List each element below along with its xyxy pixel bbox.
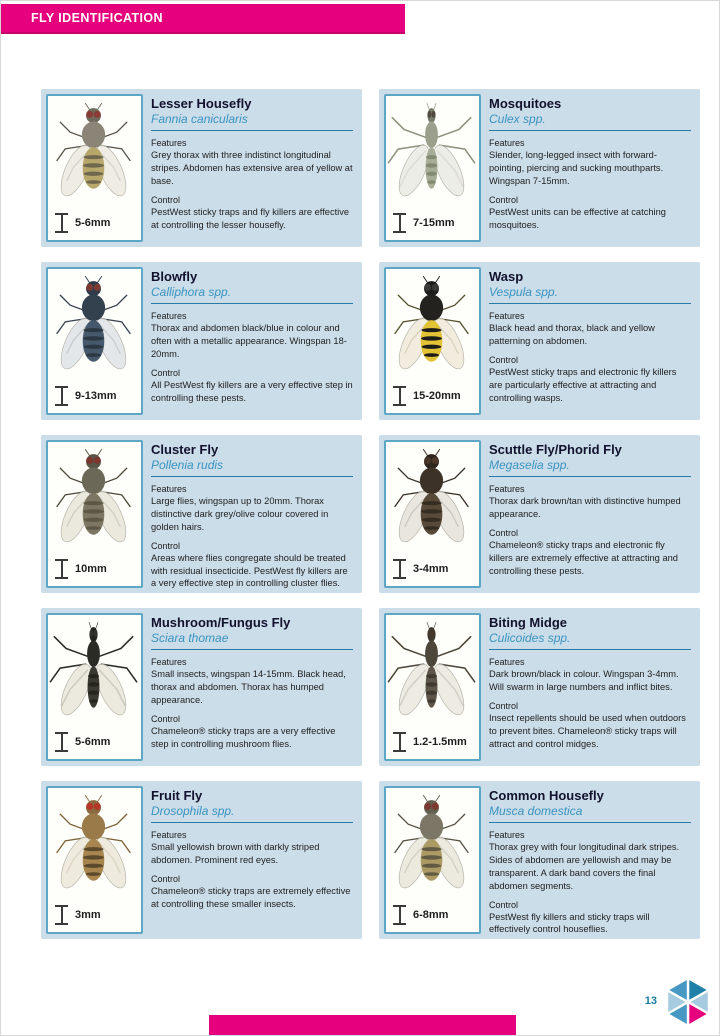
control-label: Control: [151, 540, 181, 551]
features-text: Small yellowish brown with darkly striped abdomen. Prominent red eyes.: [151, 842, 320, 866]
insect-card: [379, 89, 700, 247]
insect-card: [379, 435, 700, 593]
features-text: Small insects, wingspan 14-15mm. Black head, thorax and abdomen. Thorax has humped appearance.: [151, 669, 346, 705]
divider: [151, 303, 353, 304]
insect-latin-name: Culex spp.: [489, 111, 546, 126]
size-row: [55, 386, 117, 406]
insect-illustration-icon: [387, 791, 476, 899]
page-number: 13: [644, 995, 657, 1007]
insect-card: [41, 608, 362, 766]
features-label: Features: [151, 138, 187, 149]
insect-latin-name: Culicoides spp.: [489, 630, 571, 645]
card-text: [151, 97, 353, 231]
control-text: Chameleon® sticky traps are a very effective step in controlling mushroom flies.: [151, 725, 336, 749]
size-label: 10mm: [75, 563, 107, 575]
size-label: 9-13mm: [75, 390, 117, 402]
features-text: Thorax dark brown/tan with distinctive humped appearance.: [489, 496, 681, 520]
insect-figure: [46, 440, 143, 588]
features-label: Features: [489, 657, 525, 668]
features-label: Features: [151, 484, 187, 495]
insect-illustration-icon: [49, 445, 138, 553]
card-text: [151, 616, 353, 750]
size-label: 5-6mm: [75, 736, 111, 748]
insect-card: [41, 262, 362, 420]
control-text: Insect repellents should be used when outdoors to prevent bites. Chameleon® sticky traps will attract and control midges.: [489, 713, 686, 749]
control-text: Chameleon® sticky traps are extremely effective at controlling these smaller insects.: [151, 886, 351, 909]
control-label: Control: [489, 899, 519, 910]
insect-name: Common Housefly: [489, 788, 604, 803]
divider: [151, 649, 353, 650]
size-label: 15-20mm: [413, 390, 461, 402]
control-text: PestWest sticky traps and fly killers are effective at controlling the lesser housefly.: [151, 206, 350, 230]
insect-figure: [46, 613, 143, 761]
control-label: Control: [489, 701, 519, 711]
control-text: Areas where flies congregate should be treated with residual insecticide. PestWest fly killers are a very effective step in controlling cluster flies.: [151, 552, 348, 589]
size-row: [393, 559, 448, 579]
measurement-icon: [55, 559, 68, 579]
features-text: Black head and thorax, black and yellow patterning on abdomen.: [489, 323, 655, 347]
insect-name: Biting Midge: [489, 615, 567, 630]
features-text: Dark brown/black in colour. Wingspan 3-4mm. Will swarm in large numbers and inflict bites.: [489, 669, 679, 693]
card-text: [489, 270, 691, 404]
size-row: [393, 732, 467, 752]
card-text: [489, 616, 691, 750]
control-label: Control: [489, 528, 519, 538]
size-row: [55, 905, 101, 925]
measurement-icon: [393, 559, 406, 579]
divider: [151, 130, 353, 131]
footer-bar: [209, 1015, 516, 1035]
control-text: PestWest sticky traps and electronic fly killers are particularly effective at attracting and controlling wasps.: [489, 367, 677, 403]
insect-name: Mushroom/Fungus Fly: [151, 615, 291, 630]
features-label: Features: [489, 830, 525, 841]
features-text: Thorax and abdomen black/blue in colour and often with a metallic appearance. Wingspan 18-20mm.: [151, 323, 347, 359]
size-row: [393, 386, 461, 406]
control-text: All PestWest fly killers are a very effective step in controlling these pests.: [151, 379, 353, 403]
insect-card: [379, 262, 700, 420]
size-label: 3mm: [75, 909, 101, 921]
features-label: Features: [489, 484, 525, 495]
insect-figure: [384, 267, 481, 415]
insect-card: [41, 89, 362, 247]
insect-figure: [46, 94, 143, 242]
insect-name: Scuttle Fly/Phorid Fly: [489, 442, 622, 457]
insect-name: Mosquitoes: [489, 96, 562, 111]
insect-illustration-icon: [387, 445, 476, 553]
insect-name: Wasp: [489, 269, 524, 284]
page-title: FLY IDENTIFICATION: [31, 11, 163, 25]
insect-illustration-icon: [49, 99, 138, 207]
insect-latin-name: Calliphora spp.: [151, 284, 232, 299]
card-text: [151, 270, 353, 404]
features-label: Features: [151, 657, 187, 668]
features-label: Features: [489, 311, 525, 322]
insect-figure: [384, 94, 481, 242]
size-row: [55, 213, 110, 233]
insect-latin-name: Pollenia rudis: [151, 457, 224, 472]
insect-illustration-icon: [387, 272, 476, 380]
control-label: Control: [489, 355, 519, 365]
card-text: [489, 789, 691, 936]
measurement-icon: [55, 905, 68, 925]
insect-card: [41, 435, 362, 593]
features-text: Thorax grey with four longitudinal dark stripes. Sides of abdomen are yellowish and may be transparent. A dark band covers the final abdomen segments.: [489, 842, 680, 891]
control-label: Control: [151, 194, 181, 205]
insect-card: [41, 781, 362, 939]
size-label: 6-8mm: [413, 909, 449, 921]
divider: [489, 822, 691, 823]
control-text: Chameleon® sticky traps and electronic fly killers are extremely effective at attracting and controlling these pests.: [489, 540, 678, 576]
insect-illustration-icon: [387, 618, 476, 726]
measurement-icon: [393, 732, 406, 752]
divider: [489, 476, 691, 477]
insect-card: [379, 608, 700, 766]
control-label: Control: [151, 367, 181, 378]
features-text: Large flies, wingspan up to 20mm. Thorax distinctive dark grey/olive colour covered in golden hairs.: [151, 496, 329, 532]
card-text: [151, 789, 353, 911]
insect-illustration-icon: [49, 791, 138, 899]
insect-latin-name: Megaselia spp.: [489, 457, 570, 472]
size-row: [393, 213, 455, 233]
control-label: Control: [151, 874, 181, 884]
size-label: 3-4mm: [413, 563, 449, 575]
features-text: Slender, long-legged insect with forward-pointing, piercing and sucking mouthparts. Wingspan 7-15mm.: [489, 150, 664, 186]
insect-figure: [46, 786, 143, 934]
card-text: [489, 443, 691, 577]
measurement-icon: [55, 213, 68, 233]
insect-latin-name: Sciara thomae: [151, 630, 229, 645]
insect-figure: [384, 613, 481, 761]
card-grid: [41, 89, 700, 939]
insect-figure: [384, 786, 481, 934]
insect-illustration-icon: [387, 99, 476, 207]
divider: [151, 476, 353, 477]
insect-illustration-icon: [49, 272, 138, 380]
size-row: [393, 905, 448, 925]
control-label: Control: [489, 194, 519, 205]
insect-illustration-icon: [49, 618, 138, 726]
features-label: Features: [151, 830, 187, 841]
measurement-icon: [393, 386, 406, 406]
insect-figure: [46, 267, 143, 415]
insect-card: [379, 781, 700, 939]
card-text: [151, 443, 353, 590]
divider: [489, 130, 691, 131]
measurement-icon: [393, 905, 406, 925]
header-bar: [1, 4, 405, 34]
size-label: 5-6mm: [75, 217, 111, 229]
insect-name: Blowfly: [151, 269, 198, 284]
size-row: [55, 732, 110, 752]
pestwest-logo-icon: [663, 975, 713, 1029]
control-text: PestWest units can be effective at catching mosquitoes.: [489, 206, 666, 230]
insect-name: Cluster Fly: [151, 442, 219, 457]
insect-latin-name: Vespula spp.: [489, 284, 558, 299]
insect-latin-name: Fannia canicularis: [151, 111, 248, 126]
insect-name: Lesser Housefly: [151, 96, 252, 111]
size-label: 7-15mm: [413, 217, 455, 229]
insect-latin-name: Drosophila spp.: [151, 803, 235, 818]
divider: [489, 303, 691, 304]
features-label: Features: [489, 138, 525, 149]
divider: [489, 649, 691, 650]
insect-name: Fruit Fly: [151, 788, 203, 803]
size-label: 1.2-1.5mm: [413, 736, 467, 748]
insect-figure: [384, 440, 481, 588]
features-text: Grey thorax with three indistinct longitudinal stripes. Abdomen has extensive area of yellow at base.: [151, 150, 353, 186]
card-text: [489, 97, 691, 231]
measurement-icon: [55, 732, 68, 752]
size-row: [55, 559, 107, 579]
divider: [151, 822, 353, 823]
features-label: Features: [151, 311, 187, 322]
control-text: PestWest fly killers and sticky traps will effectively control houseflies.: [489, 911, 650, 935]
measurement-icon: [393, 213, 406, 233]
insect-latin-name: Musca domestica: [489, 803, 583, 818]
measurement-icon: [55, 386, 68, 406]
control-label: Control: [151, 713, 181, 724]
